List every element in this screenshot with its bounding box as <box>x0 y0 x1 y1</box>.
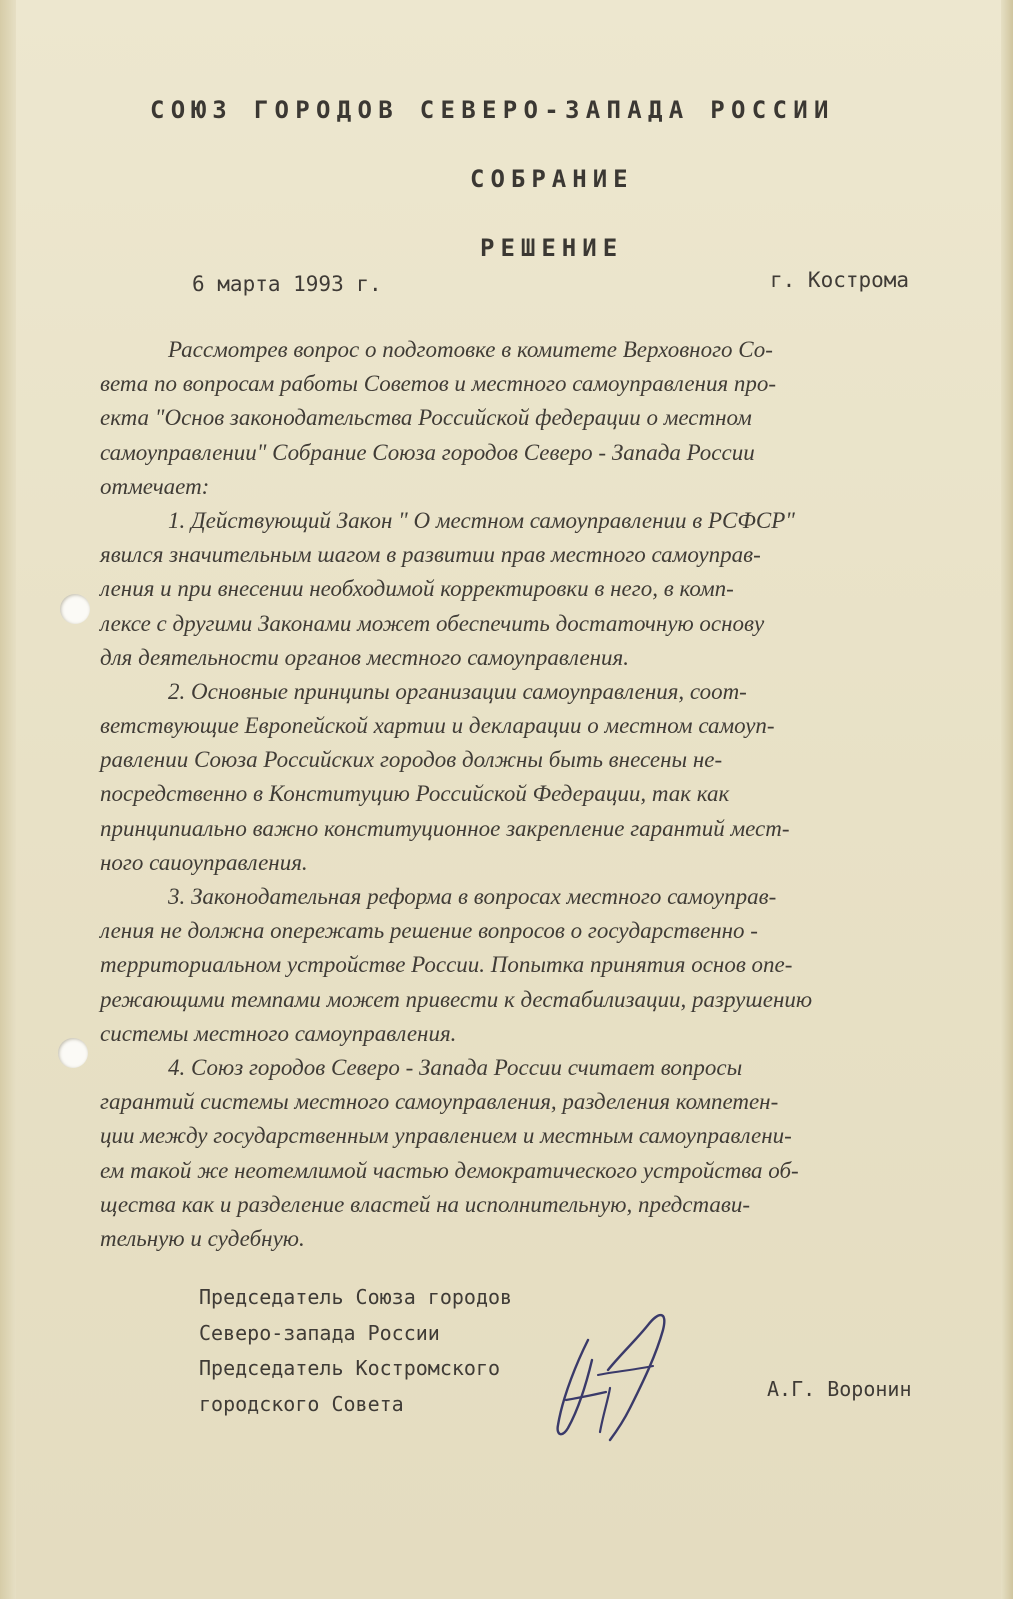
text-line: ции между государственным управлением и местным самоуправлени- <box>100 1123 792 1149</box>
text-line: системы местного самоуправления. <box>100 1020 457 1046</box>
text-line: гарантий системы местного самоуправления, разделения компетен- <box>100 1089 779 1115</box>
text-line: 1. Действующий Закон " О местном самоуправлении в РСФСР" <box>168 507 795 533</box>
text-line: 3. Законодательная реформа в вопросах местного самоуправ- <box>168 884 777 909</box>
signer-title-line: городского Совета <box>199 1391 404 1416</box>
text-line: лексе с другими Законами может обеспечить достаточную основу <box>100 610 765 636</box>
signer-title-line: Председатель Союза городов <box>199 1285 513 1309</box>
text-line: территориальном устройстве России. Попытка принятия основ опе- <box>100 952 793 978</box>
assembly-title: СОБРАНИЕ <box>470 165 634 193</box>
paper-edge-left <box>0 0 16 1599</box>
text-line: 2. Основные принципы организации самоуправления, соот- <box>168 678 747 704</box>
punch-hole-icon <box>58 1038 88 1068</box>
text-line: вета по вопросам работы Советов и местного самоуправления про- <box>100 371 777 397</box>
organization-title: СОЮЗ ГОРОДОВ СЕВЕРО-ЗАПАДА РОССИИ <box>150 96 835 124</box>
text-line: режающими темпами может привести к дестабилизации, разрушению <box>100 986 813 1012</box>
text-line: ления не должна опережать решение вопросов о государственно - <box>100 918 758 944</box>
document-date: 6 марта 1993 г. <box>192 272 382 296</box>
signer-title-line: Председатель Костромского <box>199 1356 501 1380</box>
text-line: самоуправлении" Собрание Союза городов Северо - Запада России <box>100 439 755 465</box>
paper-edge-right <box>1001 0 1013 1599</box>
text-line: отмечает: <box>100 473 210 499</box>
document-place: г. Кострома <box>770 268 910 292</box>
text-line: екта "Основ законодательства Российской федерации о местном <box>100 405 752 431</box>
text-line: щества как и разделение властей на исполнительную, представи- <box>100 1191 750 1217</box>
text-line: ветствующие Европейской хартии и декларации о местном самоуп- <box>100 713 775 739</box>
text-line: 4. Союз городов Северо - Запада России считает вопросы <box>168 1054 743 1080</box>
signer-name: А.Г. Воронин <box>767 1377 912 1401</box>
text-line: посредственно в Конституцию Российской Федерации, так как <box>100 781 730 807</box>
signature-block <box>199 1280 512 1422</box>
signer-title-line: Северо-запада России <box>199 1320 440 1345</box>
punch-hole-icon <box>60 594 90 624</box>
text-line: равлении Союза Российских городов должны быть внесены не- <box>100 747 723 773</box>
text-line: принципиально важно конституционное закрепление гарантий мест- <box>100 815 790 841</box>
text-line: для деятельности органов местного самоуправления. <box>100 644 629 670</box>
text-line: ного саиоуправления. <box>100 849 308 875</box>
decision-title: РЕШЕНИЕ <box>480 234 624 262</box>
handwritten-signature-icon <box>548 1300 678 1450</box>
text-line: явился значительным шагом в развитии прав местного самоуправ- <box>100 542 761 568</box>
text-line: ем такой же неотемлимой частью демократического устройства об- <box>100 1157 799 1183</box>
text-line: Рассмотрев вопрос о подготовке в комитете Верховного Со- <box>168 337 773 362</box>
text-line: ления и при внесении необходимой корректировки в него, в комп- <box>100 576 734 602</box>
document-body <box>100 333 950 1256</box>
text-line: тельную и судебную. <box>100 1225 305 1251</box>
